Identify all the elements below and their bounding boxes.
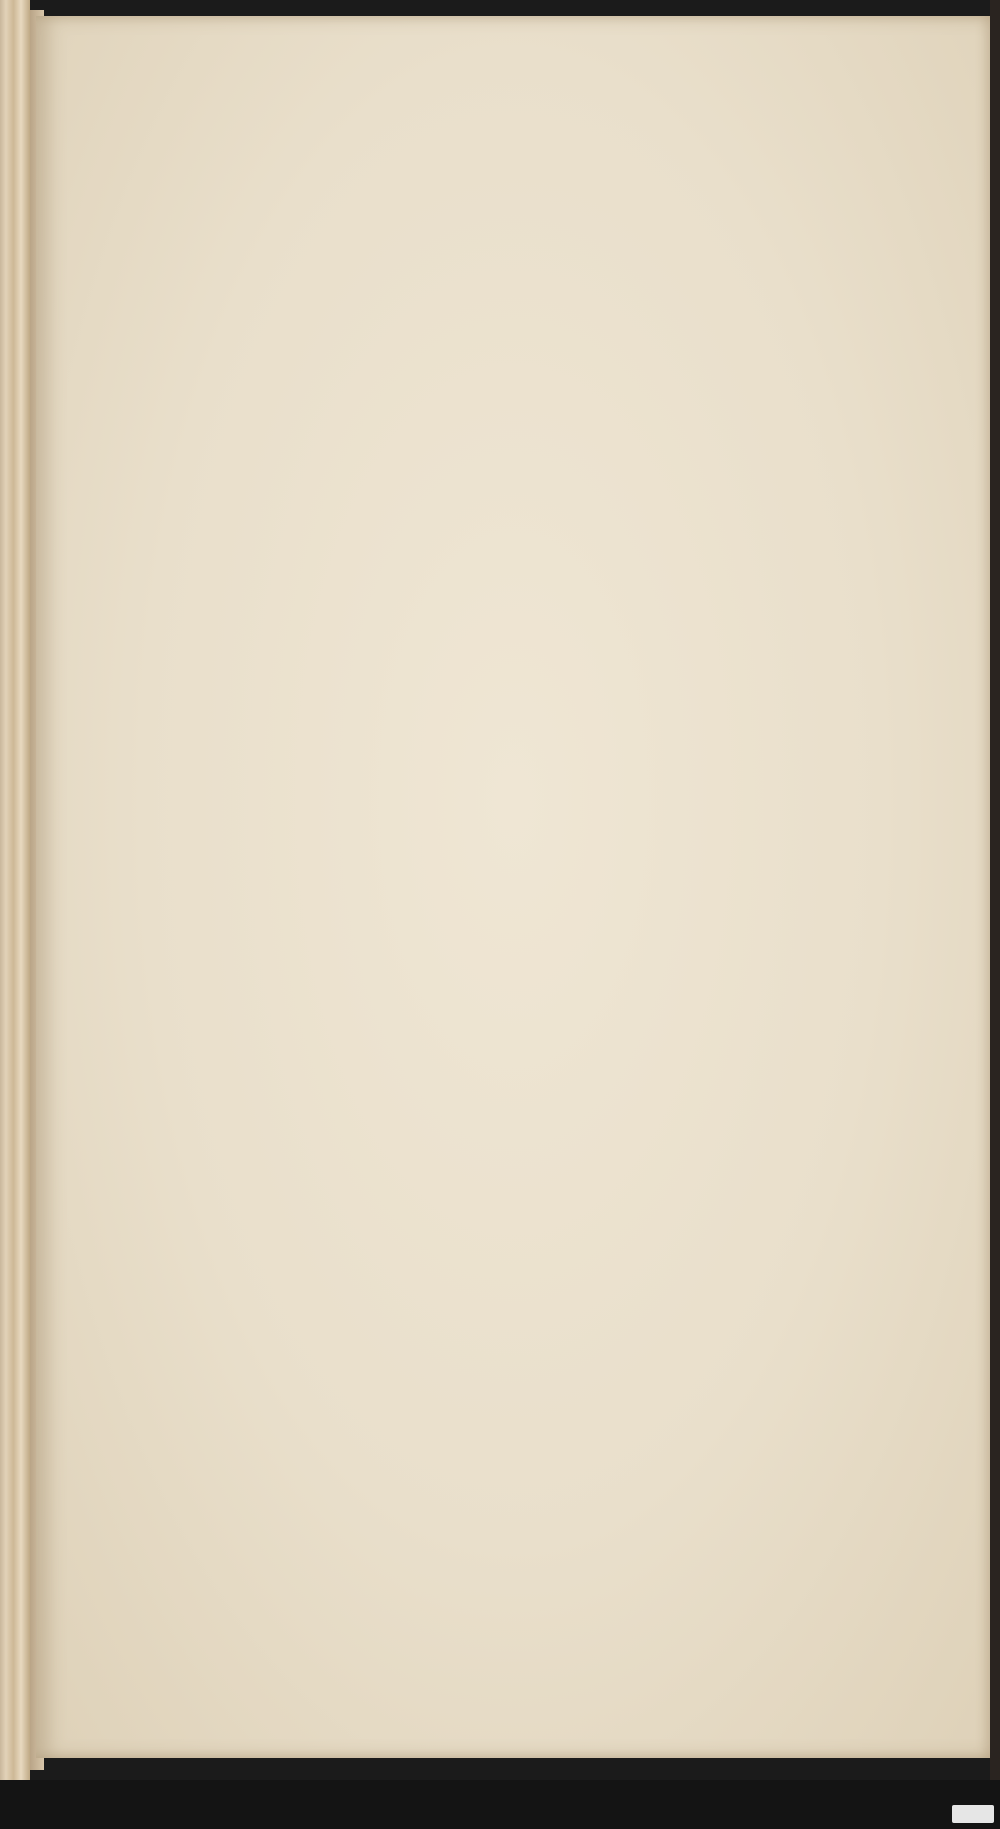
gutter-strip xyxy=(990,0,1000,1780)
dfg-logo xyxy=(952,1805,994,1823)
book-page xyxy=(36,16,991,1758)
drop-cap xyxy=(244,740,300,812)
page-edge xyxy=(0,0,30,1780)
footer-bar xyxy=(0,1780,1000,1829)
